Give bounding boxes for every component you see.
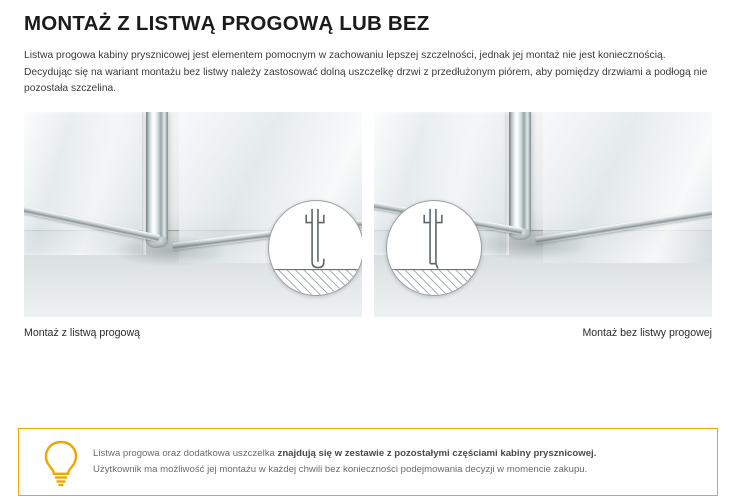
note-line2: Użytkownik ma możliwość jej montażu w każdej chwili bez konieczności podejmowania decyzji w momencie zakupu. — [93, 464, 588, 475]
panel-without-threshold — [374, 112, 712, 317]
page-root — [0, 12, 736, 500]
note-text — [93, 446, 596, 478]
floor-hatching — [269, 269, 362, 295]
detail-loupe-without-threshold — [386, 200, 482, 296]
caption-without-threshold: Montaż bez listwy progowej — [582, 326, 712, 339]
info-note — [18, 428, 718, 496]
contact-shadow — [112, 235, 227, 268]
intro-paragraph: Listwa progowa kabiny prysznicowej jest elementem pomocnym w zachowaniu lepszej szczelności, jednak jej montaż nie jest koniecznością. Decydując się na wariant montażu bez listwy należy zastosować dolną uszczelkę drzwi z przedłużonym piórem, aby pomiędzy drzwiami a podłogą nie pozostała szczelina. — [24, 50, 708, 94]
page-title: MONTAŻ Z LISTWĄ PROGOWĄ LUB BEZ — [24, 12, 430, 35]
chrome-profile-post — [509, 112, 531, 235]
contact-shadow — [475, 228, 590, 261]
note-line1-prefix: Listwa progowa oraz dodatkowa uszczelka — [93, 448, 278, 459]
panel-captions — [24, 327, 712, 339]
lightbulb-icon — [35, 436, 87, 488]
detail-loupe-with-threshold — [268, 200, 362, 296]
illustration-panels — [24, 112, 712, 317]
caption-with-threshold: Montaż z listwą progową — [24, 326, 140, 339]
note-line1-bold: znajdują się w zestawie z pozostałymi częściami kabiny prysznicowej. — [277, 448, 597, 459]
chrome-profile-post — [146, 112, 168, 243]
panel-with-threshold — [24, 112, 362, 317]
floor-hatching — [387, 269, 481, 295]
